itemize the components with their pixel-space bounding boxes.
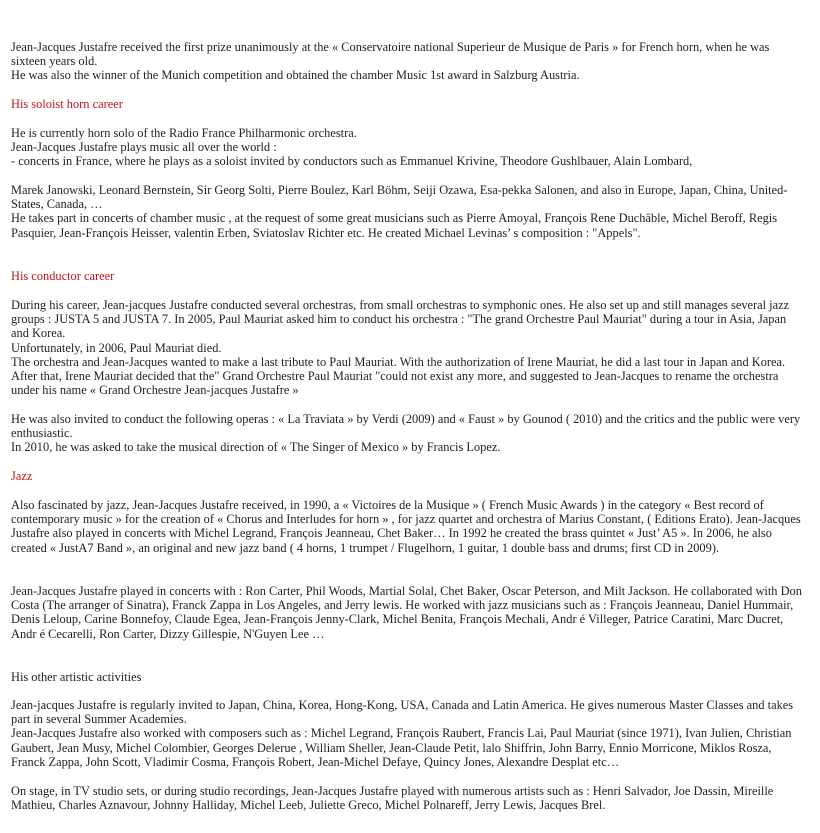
conductor-section-cont bbox=[11, 412, 803, 455]
jazz-paragraph-2: Jean-Jacques Justafre played in concerts with : Ron Carter, Phil Woods, Martial Solal, Chet Baker, Oscar Peterson, and Milt Jackson. He collaborated with Don Costa (The arranger of Sinatra), Franck Zappa in Los Angeles, and Jerry lewis. He worked with jazz musicians such as : François Jeanneau, Daniel Hummair, Denis Leloup, Carine Bonnefoy, Claude Egea, Jean-François Jenny-Clark, Michel Benita, François Mechali, Andr é Villeger, Patrice Caratini, Marc Ducret, Andr é Cecarelli, Ron Carter, Dizzy Gillespie, N'Guyen Lee … bbox=[11, 584, 802, 641]
soloist-paragraph-2: Jean-Jacques Justafre plays music all over the world : bbox=[11, 140, 277, 155]
jazz-section-cont bbox=[11, 584, 803, 641]
other-section-cont bbox=[11, 784, 803, 812]
conductor-section bbox=[11, 298, 803, 397]
intro-paragraph-1: Jean-Jacques Justafre received the first prize unanimously at the « Conservatoire national Superieur de Musique de Paris » for French horn, when he was sixteen years old. bbox=[11, 40, 770, 69]
conductor-paragraph-4: He was also invited to conduct the following operas : « La Traviata » by Verdi (2009) and « Faust » by Gounod ( 2010) and the critics and the public were very enthusiastic. bbox=[11, 412, 801, 441]
soloist-paragraph-3: - concerts in France, where he plays as a soloist invited by conductors such as Emmanuel Krivine, Theodore Gushlbauer, Alain Lombard, bbox=[11, 154, 693, 169]
soloist-paragraph-4: Marek Janowski, Leonard Bernstein, Sir Georg Solti, Pierre Boulez, Karl Böhm, Seiji Ozawa, Esa-pekka Salonen, and also in Europe, Japan, China, United-States, Canada, … bbox=[11, 183, 788, 212]
soloist-paragraph-1: He is currently horn solo of the Radio France Philharmonic orchestra. bbox=[11, 126, 357, 140]
other-heading: His other artistic activities bbox=[11, 670, 142, 684]
soloist-paragraph-5: He takes part in concerts of chamber music , at the request of some great musicians such as Pierre Amoyal, François Rene Duchâble, Michel Beroff, Regis Pasquier, Jean-François Heisser, valentin Erben, Sviatoslav Richter etc. He created Michael Levinas’ s composition : "Appels". bbox=[11, 211, 778, 240]
soloist-section-cont bbox=[11, 183, 803, 240]
soloist-heading: His soloist horn career bbox=[11, 97, 123, 111]
conductor-heading: His conductor career bbox=[11, 269, 115, 283]
conductor-paragraph-2: Unfortunately, in 2006, Paul Mauriat died. bbox=[11, 340, 222, 355]
soloist-section bbox=[11, 126, 803, 169]
other-section bbox=[11, 698, 803, 769]
intro-section bbox=[11, 40, 803, 83]
intro-paragraph-2: He was also the winner of the Munich competition and obtained the chamber Music 1st award in Salzburg Austria. bbox=[11, 68, 580, 83]
conductor-paragraph-1: During his career, Jean-jacques Justafre conducted several orchestras, from small orchestras to symphonic ones. He also set up and still manages several jazz groups : JUSTA 5 and JUSTA 7. In 2005, Paul Mauriat asked him to conduct his orchestra : "The grand Orchestre Paul Mauriat" during a tour in Asia, Japan and Korea. bbox=[11, 298, 790, 341]
conductor-paragraph-3: The orchestra and Jean-Jacques wanted to make a last tribute to Paul Mauriat. With the authorization of Irene Mauriat, he did a last tour in Japan and Korea. After that, Irene Mauriat decided that the" Grand Orchestre Paul Mauriat "could not exist any more, and suggested to Jean-Jacques to rename the orchestra under his name « Grand Orchestre Jean-jacques Justafre » bbox=[11, 354, 786, 398]
other-paragraph-2: Jean-Jacques Justafre also worked with composers such as : Michel Legrand, François Raubert, Francis Lai, Paul Mauriat (since 1971), Ivan Julien, Christian Gaubert, Jean Musy, Michel Colombier, Georges Delerue , William Sheller, Jean-Claude Petit, lalo Shiffrin, John Barry, Ennio Morricone, Miklos Rosza, Franck Zappa, John Scott, Vladimir Cosma, François Robert, Jean-Michel Defaye, Quincy Jones, Alexandre Desplat etc… bbox=[11, 726, 792, 769]
conductor-paragraph-5: In 2010, he was asked to take the musical direction of « The Singer of Mexico » by Francis Lopez. bbox=[11, 440, 501, 455]
jazz-section bbox=[11, 498, 803, 555]
other-paragraph-1: Jean-jacques Justafre is regularly invited to Japan, China, Korea, Hong-Kong, USA, Canada and Latin America. He gives numerous Master Classes and takes part in several Summer Academies. bbox=[11, 698, 794, 727]
other-paragraph-3: On stage, in TV studio sets, or during studio recordings, Jean-Jacques Justafre played with numerous artists such as : Henri Salvador, Joe Dassin, Mireille Mathieu, Charles Aznavour, Johnny Halliday, Michel Leeb, Juliette Greco, Michel Polnareff, Jerry Lewis, Jacques Brel. bbox=[11, 784, 774, 813]
jazz-paragraph-1: Also fascinated by jazz, Jean-Jacques Justafre received, in 1990, a « Victoires de la Musique » ( French Music Awards ) in the category « Best record of contemporary music » for the creation of « Chorus and Interludes for horn » , for jazz quartet and orchestra of Marius Constant, ( Editions Erato). Jean-Jacques Justafre also played in concerts with Michel Legrand, François Jeanneau, Chet Baker… In 1992 he created the brass quintet « Just’ A5 ». In 2006, he also created « JustA7 Band », an original and new jazz band ( 4 horns, 1 trumpet / Flugelhorn, 1 guitar, 1 double bass and drums; first CD in 2009). bbox=[11, 498, 801, 555]
jazz-heading: Jazz bbox=[11, 469, 33, 483]
